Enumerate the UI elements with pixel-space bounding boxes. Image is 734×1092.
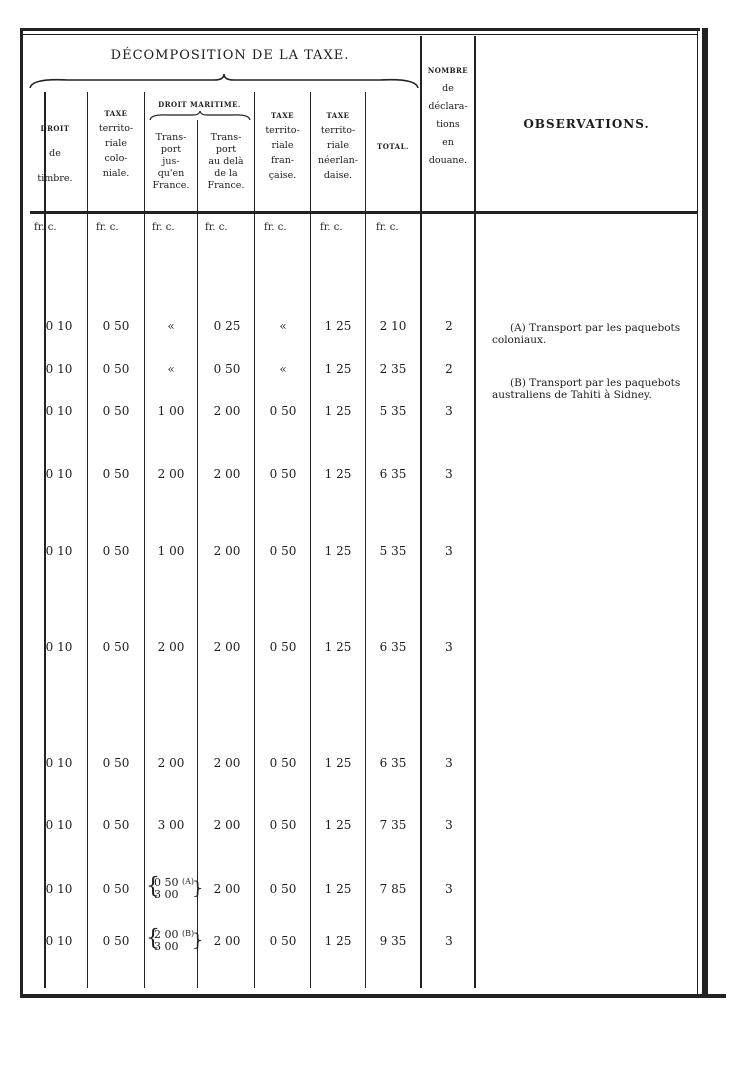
jusqu-note-ref: (B) [182,929,195,938]
unit-dela: fr. c. [205,222,228,233]
header-observations: OBSERVATIONS. [523,117,650,131]
jusqu-note-ref: (A) [182,877,195,886]
droit-maritime-label: DROIT MARITIME. [158,100,241,109]
row-2-nombre-cell: 2 [445,362,453,376]
row-1-nombre-cell: 2 [445,319,453,333]
observation-note-b: (B) Transport par les paquebots australiens de Tahiti à Sidney. [492,377,681,401]
row-1-total-cell: 2 10 [379,319,407,333]
row-3-francaise-cell: 0 50 [269,404,297,418]
row-8-neerl-cell: 1 25 [324,818,352,832]
row-2-dela-cell: 0 50 [213,362,241,376]
frame-right-thick [702,28,708,996]
row-9-coloniale-cell: 0 50 [102,882,130,896]
row-4-total-cell: 6 35 [379,467,407,481]
row-7-neerl-cell: 1 25 [324,756,352,770]
row-10-jusqu-stack [146,926,204,954]
header-taxe-francaise: TAXE territo- riale fran- çaise. [265,111,300,181]
right-brace: } [192,878,204,899]
header-rule [30,211,697,214]
frame-right-thin [697,28,698,994]
decomposition-title: DÉCOMPOSITION DE LA TAXE. [110,48,350,63]
row-8-jusqu-cell: 3 00 [157,818,185,832]
left-brace: { [146,874,160,899]
left-brace: { [146,926,160,951]
row-2-total-cell: 2 35 [379,362,407,376]
row-4-dela-cell: 2 00 [213,467,241,481]
row-8-timbre-cell: 0 10 [45,818,73,832]
row-3-total-cell: 5 35 [379,404,407,418]
jusqu-value-bottom: 3 00 [154,940,179,953]
row-3-coloniale-cell: 0 50 [102,404,130,418]
row-1-coloniale-cell: 0 50 [102,319,130,333]
row-1-francaise-cell: « [279,319,287,333]
row-10-francaise-cell: 0 50 [269,934,297,948]
row-1-timbre-cell: 0 10 [45,319,73,333]
row-6-nombre-cell: 3 [445,640,453,654]
header-taxe-neerlandaise: TAXE territo- riale néerlan- daise. [318,111,358,181]
row-6-coloniale-cell: 0 50 [102,640,130,654]
header-taxe-coloniale: TAXE territo- riale colo- niale. [98,109,134,179]
title-brace [28,72,420,92]
row-5-neerl-cell: 1 25 [324,544,352,558]
frame-bottom [20,994,726,998]
header-nombre: NOMBRE de déclara- tions en douane. [427,66,469,166]
row-6-jusqu-cell: 2 00 [157,640,185,654]
frame-top-inner [22,34,698,35]
row-2-neerl-cell: 1 25 [324,362,352,376]
row-5-coloniale-cell: 0 50 [102,544,130,558]
row-4-timbre-cell: 0 10 [45,467,73,481]
row-9-jusqu-stack [146,874,204,902]
row-7-nombre-cell: 3 [445,756,453,770]
row-3-nombre-cell: 3 [445,404,453,418]
right-brace: } [192,930,204,951]
row-6-timbre-cell: 0 10 [45,640,73,654]
row-3-neerl-cell: 1 25 [324,404,352,418]
row-2-timbre-cell: 0 10 [45,362,73,376]
row-2-francaise-cell: « [279,362,287,376]
unit-timbre: fr. c. [34,222,57,233]
unit-francaise: fr. c. [264,222,287,233]
row-9-francaise-cell: 0 50 [269,882,297,896]
row-5-nombre-cell: 3 [445,544,453,558]
row-8-nombre-cell: 3 [445,818,453,832]
row-6-total-cell: 6 35 [379,640,407,654]
row-1-dela-cell: 0 25 [213,319,241,333]
row-9-timbre-cell: 0 10 [45,882,73,896]
jusqu-value-bottom: 3 00 [154,888,179,901]
row-5-francaise-cell: 0 50 [269,544,297,558]
row-7-timbre-cell: 0 10 [45,756,73,770]
col-sep-7 [420,36,422,988]
row-3-timbre-cell: 0 10 [45,404,73,418]
row-10-dela-cell: 2 00 [213,934,241,948]
row-4-jusqu-cell: 2 00 [157,467,185,481]
row-5-timbre-cell: 0 10 [45,544,73,558]
row-3-dela-cell: 2 00 [213,404,241,418]
row-7-total-cell: 6 35 [379,756,407,770]
header-transport-france: Trans- port jus- qu'en France. [152,132,190,191]
row-4-neerl-cell: 1 25 [324,467,352,481]
row-2-coloniale-cell: 0 50 [102,362,130,376]
row-3-jusqu-cell: 1 00 [157,404,185,418]
row-4-francaise-cell: 0 50 [269,467,297,481]
row-10-timbre-cell: 0 10 [45,934,73,948]
row-10-neerl-cell: 1 25 [324,934,352,948]
droit-maritime-brace [148,110,252,122]
row-7-dela-cell: 2 00 [213,756,241,770]
row-8-coloniale-cell: 0 50 [102,818,130,832]
unit-neerl: fr. c. [320,222,343,233]
unit-jusqu: fr. c. [152,222,175,233]
header-droit-timbre: DROIT de timbre. [37,124,73,184]
col-sep-8 [474,36,476,988]
row-8-francaise-cell: 0 50 [269,818,297,832]
jusqu-value-top: 2 00 [154,928,179,941]
col-sep-1 [87,92,88,988]
row-5-total-cell: 5 35 [379,544,407,558]
row-4-nombre-cell: 3 [445,467,453,481]
col-sep-5 [310,92,311,988]
row-8-total-cell: 7 35 [379,818,407,832]
col-sep-4 [254,92,255,988]
row-10-coloniale-cell: 0 50 [102,934,130,948]
row-8-dela-cell: 2 00 [213,818,241,832]
row-9-nombre-cell: 3 [445,882,453,896]
unit-total: fr. c. [376,222,399,233]
col-sep-2 [144,92,145,988]
header-transport-dela: Trans- port au delà de la France. [207,132,245,191]
row-2-jusqu-cell: « [167,362,175,376]
observation-note-a: (A) Transport par les paquebots coloniaux. [492,322,681,346]
row-4-coloniale-cell: 0 50 [102,467,130,481]
frame-left [20,28,23,996]
row-9-neerl-cell: 1 25 [324,882,352,896]
row-10-total-cell: 9 35 [379,934,407,948]
col-sep-3 [197,120,198,988]
frame-top [20,28,700,31]
row-6-dela-cell: 2 00 [213,640,241,654]
row-7-francaise-cell: 0 50 [269,756,297,770]
row-5-dela-cell: 2 00 [213,544,241,558]
row-1-neerl-cell: 1 25 [324,319,352,333]
header-total: TOTAL. [377,142,409,151]
row-1-jusqu-cell: « [167,319,175,333]
row-9-dela-cell: 2 00 [213,882,241,896]
row-7-jusqu-cell: 2 00 [157,756,185,770]
row-6-neerl-cell: 1 25 [324,640,352,654]
row-7-coloniale-cell: 0 50 [102,756,130,770]
col-sep-6 [365,92,366,988]
row-5-jusqu-cell: 1 00 [157,544,185,558]
unit-coloniale: fr. c. [96,222,119,233]
row-6-francaise-cell: 0 50 [269,640,297,654]
row-9-total-cell: 7 85 [379,882,407,896]
row-10-nombre-cell: 3 [445,934,453,948]
jusqu-value-top: 0 50 [154,876,179,889]
